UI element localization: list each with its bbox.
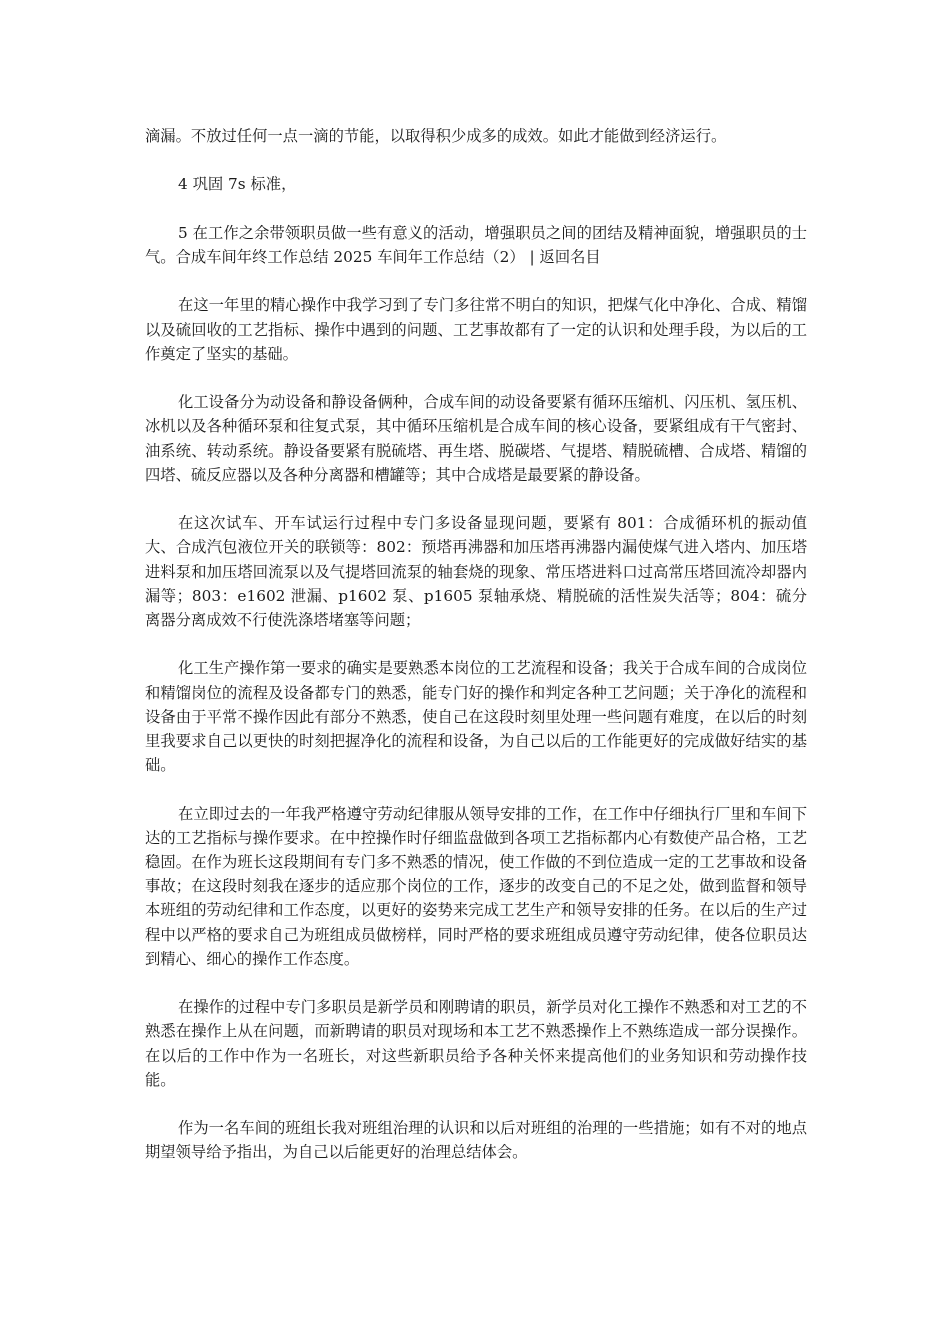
paragraph-7 (145, 656, 807, 777)
paragraph-3 (145, 221, 807, 269)
paragraph-text: 在操作的过程中专门多职员是新学员和刚聘请的职员，新学员对化工操作不熟悉和对工艺的不熟悉在操作上从在问题，而新聘请的职员对现场和本工艺不熟悉操作上不熟练造成一部分误操作。在以后的工作中作为一名班长，对这些新职员给予各种关怀来提高他们的业务知识和劳动操作技能。 (145, 998, 807, 1089)
paragraph-text: 在这次试车、开车试运行过程中专门多设备显现问题，要紧有 801：合成循环机的振动值大、合成汽包液位开关的联锁等：802：预塔再沸器和加压塔再沸器内漏使煤气进入塔内、加压塔进料泵和加压塔回流泵以及气提塔回流泵的轴套烧的现象、常压塔进料口过高常压塔回流冷却器内漏等；803：e1602 泄漏、p1602 泵、p1605 泵轴承烧、精脱硫的活性炭失活等；804：硫分离器分离成效不行使洗涤塔堵塞等问题； (145, 514, 807, 629)
paragraph-text: 作为一名车间的班组长我对班组治理的认识和以后对班组的治理的一些措施；如有不对的地点期望领导给予指出，为自己以后能更好的治理总结体会。 (145, 1119, 807, 1162)
paragraph-6 (145, 511, 807, 632)
paragraph-4 (145, 293, 807, 366)
paragraph-text: 5 在工作之余带领职员做一些有意义的活动，增强职员之间的团结及精神面貌，增强职员的士气。合成车间年终工作总结 2025 车间年工作总结（2） | (145, 223, 807, 266)
paragraph-text: 在这一年里的精心操作中我学习到了专门多往常不明白的知识，把煤气化中净化、合成、精馏以及硫回收的工艺指标、操作中遇到的问题、工艺事故都有了一定的认识和处理手段，为以后的工作奠定了坚实的基础。 (145, 296, 807, 363)
paragraph-text: 化工设备分为动设备和静设备俩种，合成车间的动设备要紧有循环压缩机、闪压机、氢压机、冰机以及各种循环泵和往复式泵，其中循环压缩机是合成车间的核心设备，要紧组成有干气密封、油系统、转动系统。静设备要紧有脱硫塔、再生塔、脱碳塔、气提塔、精脱硫槽、合成塔、精馏的四塔、硫反应器以及各种分离器和槽罐等；其中合成塔是最要紧的静设备。 (145, 393, 807, 484)
paragraph-10 (145, 1116, 807, 1164)
paragraph-8 (145, 802, 807, 971)
return-to-contents-link[interactable]: 返回名目 (539, 247, 601, 266)
paragraph-2 (145, 172, 807, 196)
paragraph-9 (145, 995, 807, 1092)
paragraph-5 (145, 390, 807, 487)
paragraph-1 (145, 124, 807, 148)
paragraph-text: 在立即过去的一年我严格遵守劳动纪律服从领导安排的工作，在工作中仔细执行厂里和车间下达的工艺指标与操作要求。在中控操作时仔细监盘做到各项工艺指标都内心有数使产品合格，工艺稳固。在作为班长这段期间有专门多不熟悉的情况，使工作做的不到位造成一定的工艺事故和设备事故；在这段时刻我在逐步的适应那个岗位的工作，逐步的改变自己的不足之处，做到监督和领导本班组的劳动纪律和工作态度，以更好的姿势来完成工艺生产和领导安排的任务。在以后的生产过程中以严格的要求自己为班组成员做榜样，同时严格的要求班组成员遵守劳动纪律，使各位职员达到精心、细心的操作工作态度。 (145, 804, 807, 968)
document-page (145, 124, 807, 1189)
paragraph-text: 滴漏。不放过任何一点一滴的节能，以取得积少成多的成效。如此才能做到经济运行。 (145, 127, 727, 145)
paragraph-text: 4 巩固 7s 标准， (178, 175, 297, 194)
paragraph-text: 化工生产操作第一要求的确实是要熟悉本岗位的工艺流程和设备；我关于合成车间的合成岗位和精馏岗位的流程及设备都专门的熟悉，能专门好的操作和判定各种工艺问题；关于净化的流程和设备由于平常不操作因此有部分不熟悉，使自己在这段时刻里处理一些问题有难度，在以后的时刻里我要求自己以更快的时刻把握净化的流程和设备，为自己以后的工作能更好的完成做好结实的基础。 (145, 659, 807, 775)
